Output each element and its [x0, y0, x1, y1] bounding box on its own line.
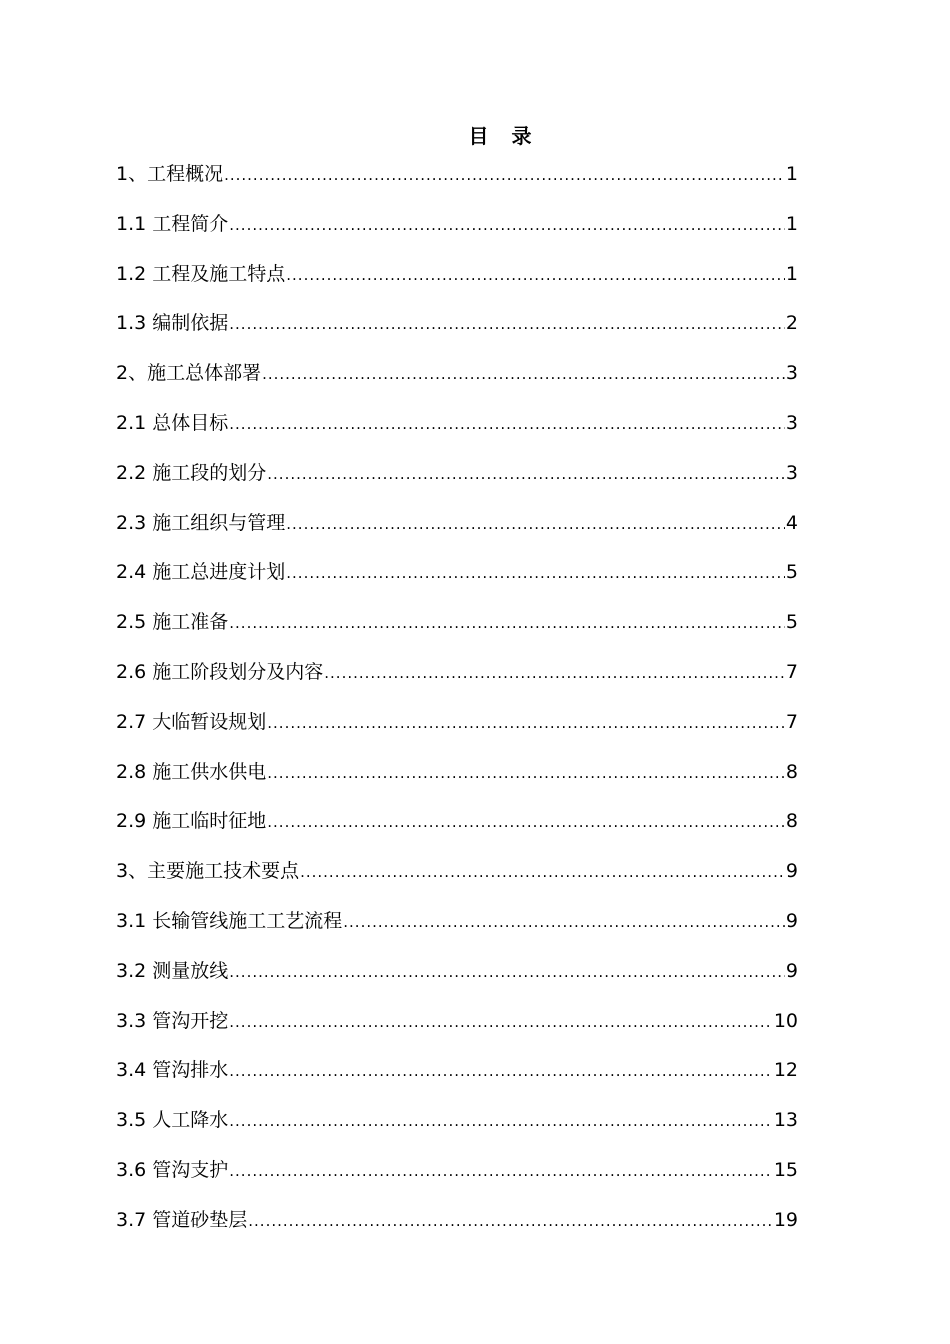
- toc-dot-leader: [229, 1008, 773, 1036]
- toc-entry-page-number: 10: [773, 1009, 798, 1032]
- toc-entry-label: 2.3 施工组织与管理: [116, 511, 286, 534]
- toc-entry-page-number: 3: [785, 461, 798, 484]
- toc-title: 目 录: [468, 124, 540, 148]
- toc-dot-leader: [267, 460, 785, 488]
- toc-entry-page-number: 1: [785, 262, 798, 285]
- toc-entry[interactable]: [116, 558, 798, 608]
- toc-entry-page-number: 13: [773, 1109, 798, 1132]
- toc-entry-label: 2.2 施工段的划分: [116, 461, 267, 484]
- toc-entry[interactable]: [116, 260, 798, 310]
- toc-entry-label: 1、工程概况: [116, 163, 224, 185]
- toc-entry-page-number: 8: [785, 810, 798, 833]
- toc-dot-leader: [229, 1057, 773, 1085]
- toc-dot-leader: [229, 1157, 773, 1185]
- toc-entry-label: 3.6 管沟支护: [116, 1158, 229, 1181]
- toc-entry[interactable]: [116, 459, 798, 509]
- toc-entry-label: 2.6 施工阶段划分及内容: [116, 660, 324, 683]
- toc-entry-page-number: 4: [785, 511, 798, 534]
- toc-entry-label: 2.5 施工准备: [116, 611, 229, 634]
- toc-entry[interactable]: [116, 160, 798, 210]
- toc-entry-label: 3.7 管道砂垫层: [116, 1208, 248, 1231]
- toc-entry-page-number: 9: [785, 959, 798, 982]
- toc-entry-page-number: 1: [785, 163, 798, 185]
- toc-entry-label: 2.1 总体目标: [116, 411, 229, 434]
- toc-dot-leader: [267, 808, 785, 836]
- toc-dot-leader: [229, 310, 785, 338]
- toc-entry-label: 3.1 长输管线施工工艺流程: [116, 909, 343, 932]
- toc-dot-leader: [324, 659, 785, 687]
- toc-entry-page-number: 15: [773, 1158, 798, 1181]
- toc-dot-leader: [229, 958, 785, 986]
- toc-entry-label: 2.7 大临暂设规划: [116, 710, 267, 733]
- toc-entry-page-number: 5: [785, 611, 798, 634]
- toc-entry[interactable]: [116, 708, 798, 758]
- toc-entry[interactable]: [116, 1156, 798, 1206]
- toc-dot-leader: [248, 1207, 773, 1235]
- toc-dot-leader: [300, 858, 785, 886]
- toc-dot-leader: [229, 609, 785, 637]
- toc-entry-label: 2、施工总体部署: [116, 362, 262, 385]
- toc-entry[interactable]: [116, 359, 798, 409]
- toc-dot-leader: [286, 510, 785, 538]
- toc-entry-page-number: 8: [785, 760, 798, 783]
- toc-entry[interactable]: [116, 907, 798, 957]
- toc-entry-page-number: 3: [785, 411, 798, 434]
- toc-entry-label: 3、主要施工技术要点: [116, 860, 300, 883]
- toc-dot-leader: [343, 908, 785, 936]
- toc-entry-page-number: 9: [785, 909, 798, 932]
- toc-entry-page-number: 9: [785, 860, 798, 883]
- toc-entry[interactable]: [116, 857, 798, 907]
- toc-entry-page-number: 7: [785, 710, 798, 733]
- toc-entry[interactable]: [116, 758, 798, 808]
- toc-entry[interactable]: [116, 658, 798, 708]
- toc-entry[interactable]: [116, 1007, 798, 1057]
- toc-entry[interactable]: [116, 957, 798, 1007]
- toc-entry[interactable]: [116, 1206, 798, 1256]
- toc-entry-label: 1.2 工程及施工特点: [116, 262, 286, 285]
- toc-entry-page-number: 5: [785, 561, 798, 584]
- toc-entry[interactable]: [116, 807, 798, 857]
- toc-entry[interactable]: [116, 409, 798, 459]
- toc-entry-page-number: 2: [785, 312, 798, 335]
- toc-entry-label: 1.3 编制依据: [116, 312, 229, 335]
- toc-entry[interactable]: [116, 608, 798, 658]
- toc-entry-label: 2.8 施工供水供电: [116, 760, 267, 783]
- toc-dot-leader: [267, 759, 785, 787]
- toc-entry[interactable]: [116, 509, 798, 559]
- toc-entry-label: 1.1 工程简介: [116, 212, 229, 235]
- toc-dot-leader: [286, 261, 785, 289]
- toc-entry-label: 3.5 人工降水: [116, 1109, 229, 1132]
- toc-dot-leader: [267, 709, 785, 737]
- toc-entry[interactable]: [116, 1056, 798, 1106]
- toc-entry[interactable]: [116, 1106, 798, 1156]
- toc-dot-leader: [229, 410, 785, 438]
- toc-entry-label: 3.2 测量放线: [116, 959, 229, 982]
- toc-entry[interactable]: [116, 210, 798, 260]
- toc-entry-page-number: 3: [785, 362, 798, 385]
- toc-entry-page-number: 1: [785, 212, 798, 235]
- toc-dot-leader: [224, 161, 785, 189]
- toc-entry-label: 2.9 施工临时征地: [116, 810, 267, 833]
- toc-entry-label: 3.3 管沟开挖: [116, 1009, 229, 1032]
- toc-entry-page-number: 19: [773, 1208, 798, 1231]
- toc-entry-page-number: 12: [773, 1059, 798, 1082]
- toc-dot-leader: [229, 211, 785, 239]
- toc-dot-leader: [286, 559, 785, 587]
- toc-entry-label: 3.4 管沟排水: [116, 1059, 229, 1082]
- toc-entry-label: 2.4 施工总进度计划: [116, 561, 286, 584]
- table-of-contents: [116, 160, 798, 1256]
- toc-dot-leader: [229, 1107, 773, 1135]
- toc-entry-page-number: 7: [785, 660, 798, 683]
- toc-entry[interactable]: [116, 309, 798, 359]
- toc-dot-leader: [262, 360, 785, 388]
